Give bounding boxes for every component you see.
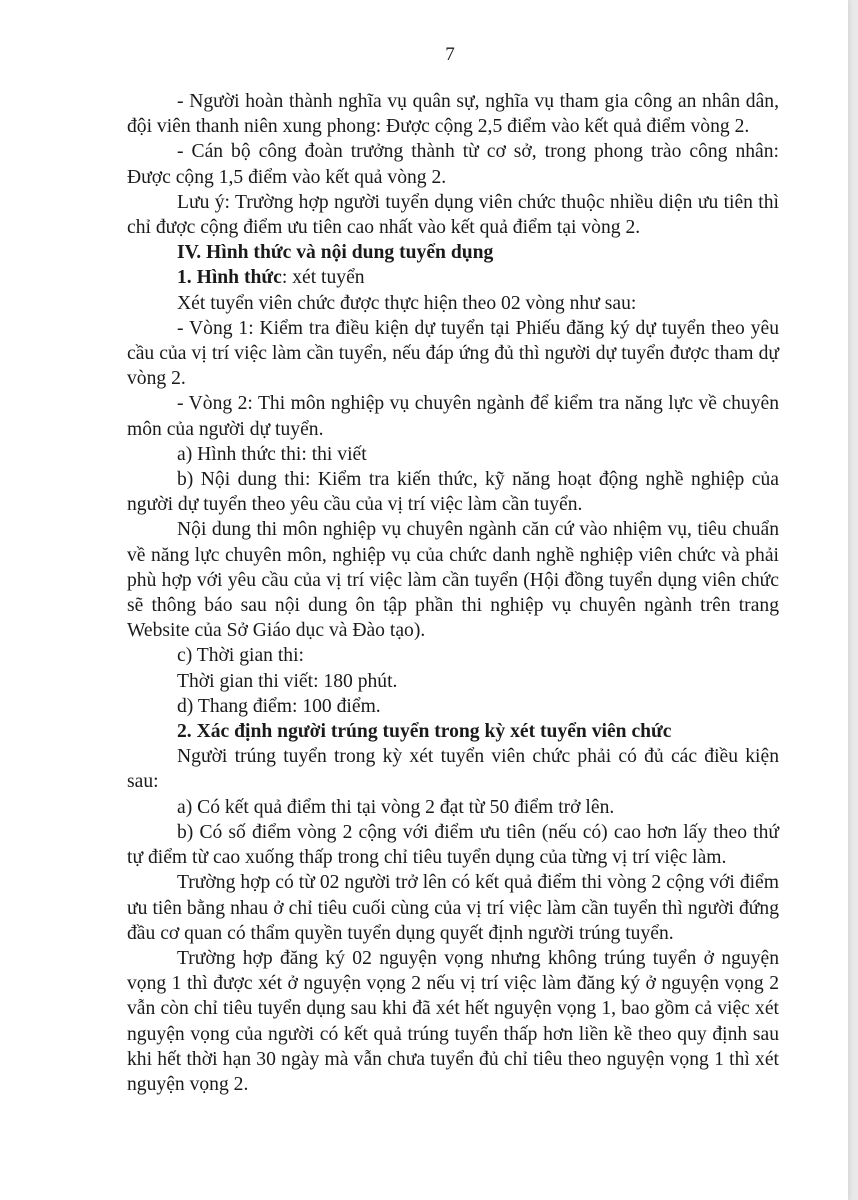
subsection-heading-winners: 2. Xác định người trúng tuyển trong kỳ xét tuyển viên chức (177, 721, 672, 743)
section-heading-iv: IV. Hình thức và nội dung tuyển dụng (177, 242, 494, 264)
paragraph-exam-content-detail: Nội dung thi môn nghiệp vụ chuyên ngành căn cứ vào nhiệm vụ, tiêu chuẩn về năng lực chuyên môn, nghiệp vụ của chức danh nghề nghiệp viên chức và phải phù hợp với yêu cầu của vị trí việc làm cần tuyển (Hội đồng tuyển dụng viên chức sẽ thông báo sau nội dung ôn tập phần thi nghiệp vụ chuyên ngành trên trang Website của Sở Giáo dục và Đào tạo). (127, 519, 779, 642)
paragraph-tie-case: Trường hợp có từ 02 người trở lên có kết quả điểm thi vòng 2 cộng với điểm ưu tiên bằng nhau ở chỉ tiêu cuối cùng của vị trí việc làm cần tuyển thì người đứng đầu cơ quan có thẩm quyền tuyển dụng quyết định người trúng tuyển. (127, 872, 779, 944)
paragraph-two-rounds: Xét tuyển viên chức được thực hiện theo 02 vòng như sau: (177, 292, 637, 314)
subsection-heading-form-rest: : xét tuyển (281, 267, 365, 289)
paragraph-exam-time: Thời gian thi viết: 180 phút. (177, 670, 398, 692)
paragraph-military-service: - Người hoàn thành nghĩa vụ quân sự, nghĩa vụ tham gia công an nhân dân, đội viên thanh niên xung phong: Được cộng 2,5 điểm vào kết quả điểm vòng 2. (127, 91, 779, 138)
paragraph-score-scale: d) Thang điểm: 100 điểm. (177, 695, 381, 717)
paragraph-exam-form: a) Hình thức thi: thi viết (177, 443, 367, 465)
document-body (127, 89, 779, 1097)
paragraph-condition-b: b) Có số điểm vòng 2 cộng với điểm ưu tiên (nếu có) cao hơn lấy theo thứ tự điểm từ cao xuống thấp trong chỉ tiêu tuyển dụng của từng vị trí việc làm. (127, 821, 779, 869)
subsection-heading-form (127, 265, 779, 290)
paragraph-exam-content: b) Nội dung thi: Kiểm tra kiến thức, kỹ năng hoạt động nghề nghiệp của người dự tuyển theo yêu cầu của vị trí việc làm cần tuyển. (127, 469, 779, 516)
paragraph-winner-conditions: Người trúng tuyển trong kỳ xét tuyển viên chức phải có đủ các điều kiện sau: (127, 746, 779, 793)
paragraph-union-cadre: - Cán bộ công đoàn trưởng thành từ cơ sở, trong phong trào công nhân: Được cộng 1,5 điểm vào kết quả vòng 2. (127, 141, 779, 188)
paragraph-exam-time-label: c) Thời gian thi: (177, 645, 304, 667)
paragraph-round-2: - Vòng 2: Thi môn nghiệp vụ chuyên ngành để kiểm tra năng lực về chuyên môn của người dự tuyển. (127, 393, 779, 440)
paragraph-round-1: - Vòng 1: Kiểm tra điều kiện dự tuyển tại Phiếu đăng ký dự tuyển theo yêu cầu của vị trí việc làm cần tuyển, nếu đáp ứng đủ thì người dự tuyển được tham dự vòng 2. (127, 317, 779, 390)
page-number: 7 (445, 44, 455, 65)
paragraph-second-choice: Trường hợp đăng ký 02 nguyện vọng nhưng không trúng tuyển ở nguyện vọng 1 thì được xét ở nguyện vọng 2 nếu vị trí việc làm đăng ký ở nguyện vọng 2 vẫn còn chỉ tiêu tuyển dụng sau khi đã xét hết nguyện vọng 1, bao gồm cả việc xét nguyện vọng của người có kết quả trúng tuyển thấp hơn liền kề theo quy định sau khi hết thời hạn 30 ngày mà vẫn chưa tuyển đủ chỉ tiêu theo nguyện vọng 1 thì xét nguyện vọng 2. (127, 947, 779, 1095)
paragraph-note-priority: Lưu ý: Trường hợp người tuyển dụng viên chức thuộc nhiều diện ưu tiên thì chỉ được cộng điểm ưu tiên cao nhất vào kết quả điểm tại vòng 2. (127, 191, 779, 239)
paragraph-condition-a: a) Có kết quả điểm thi tại vòng 2 đạt từ 50 điểm trở lên. (177, 796, 615, 818)
subsection-heading-form-label: 1. Hình thức (177, 267, 282, 289)
